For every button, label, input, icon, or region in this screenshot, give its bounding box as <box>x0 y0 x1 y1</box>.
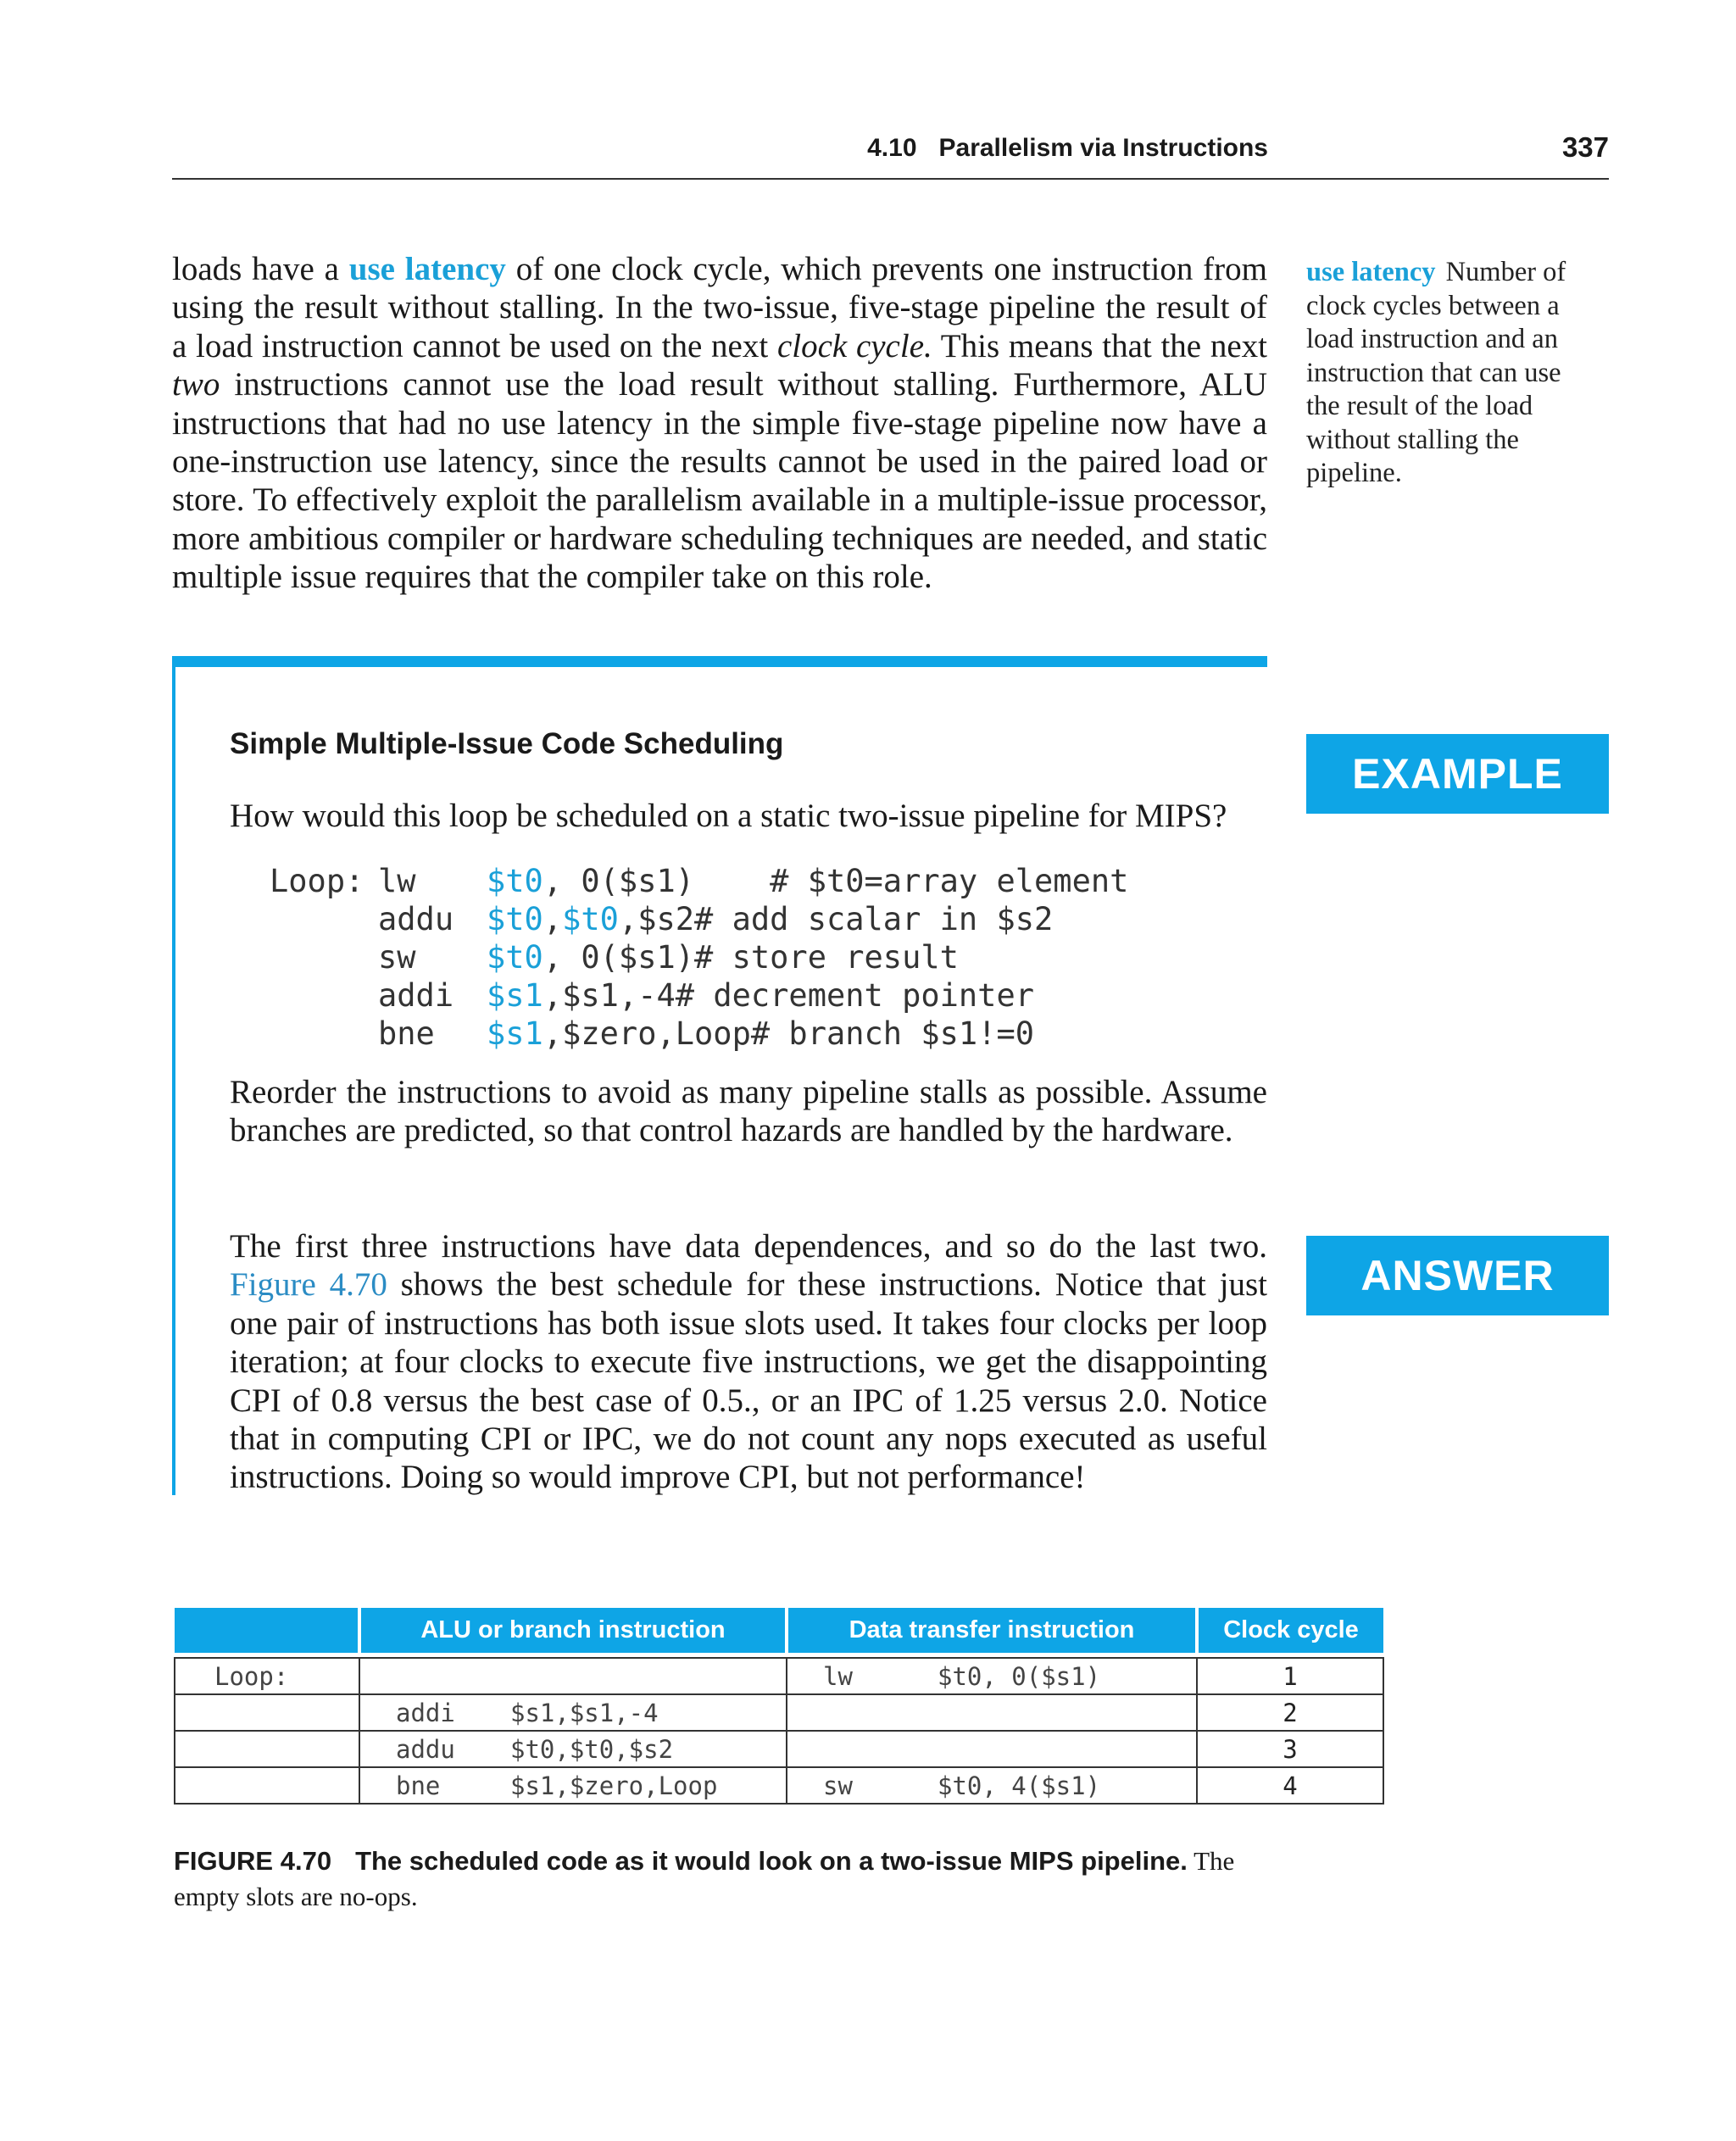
code-opcode: bne <box>378 1015 435 1052</box>
emphasis: clock cycle. <box>776 327 932 364</box>
code-comment: # decrement pointer <box>675 977 1035 1014</box>
text-line: multiple issue requires that the compiler take on this role. <box>172 559 932 596</box>
code-opcode: sw <box>378 939 416 976</box>
margin-note-definition: Number of clock cycles between a load instruction and an instruction that can use the result of the load without stalling the pipeline. <box>1306 257 1566 488</box>
figure-caption <box>174 1843 1267 1915</box>
clock-cycle-cell: 2 <box>1197 1694 1383 1731</box>
code-line <box>270 862 1128 900</box>
code-operands: , 0($s1) <box>542 863 695 899</box>
table-header-cell: ALU or branch instruction <box>359 1608 787 1653</box>
reorder-paragraph <box>230 1073 1267 1150</box>
text-line: instructions. Doing so would improve CPI, but not performance! <box>230 1459 1086 1496</box>
table-row <box>175 1658 1383 1694</box>
code-comment: # store result <box>694 939 959 976</box>
example-left-bar <box>172 656 175 1495</box>
text-line: loads have a use latency of one clock cycle, which prevents one instruction from <box>172 251 1267 287</box>
section-title: Parallelism via Instructions <box>938 134 1268 162</box>
intro-paragraph <box>172 250 1267 597</box>
figure-link[interactable]: Figure 4.70 <box>230 1266 387 1304</box>
text-line: Reorder the instructions to avoid as many pipeline stalls as possible. Assume <box>230 1074 1267 1110</box>
text-line: a load instruction cannot be used on the next clock cycle. This means that the next <box>172 327 1267 364</box>
code-line <box>270 900 1128 938</box>
dt-operands: $t0, 0($s1) <box>938 1661 1101 1691</box>
keyword-term: use latency <box>348 251 506 287</box>
data-transfer-cell <box>787 1694 1197 1731</box>
running-head <box>867 134 1268 163</box>
code-register: $s1 <box>487 1015 543 1052</box>
text-line: one-instruction use latency, since the results cannot be used in the paired load or <box>172 442 1267 480</box>
text-line: iteration; at four clocks to execute five instructions, we get the disappointing <box>230 1343 1267 1381</box>
row-label-cell <box>175 1767 359 1804</box>
alu-instruction-cell <box>359 1767 787 1804</box>
dt-operands: $t0, 4($s1) <box>938 1771 1101 1800</box>
figure-caption-text: The empty slots are no-ops. <box>174 1846 1235 1911</box>
code-line <box>270 938 1128 976</box>
text-line: Figure 4.70 shows the best schedule for these instructions. Notice that just <box>230 1266 1267 1304</box>
code-register: $t0 <box>487 901 543 937</box>
dt-opcode: sw <box>823 1771 853 1800</box>
row-label-cell: Loop: <box>175 1658 359 1694</box>
answer-badge: ANSWER <box>1306 1236 1609 1315</box>
data-transfer-cell <box>787 1658 1197 1694</box>
emphasis: two <box>172 366 220 403</box>
alu-operands: $t0,$t0,$s2 <box>510 1734 674 1764</box>
table-row <box>175 1767 1383 1804</box>
code-operands: , <box>542 901 563 937</box>
header-rule <box>172 178 1609 180</box>
code-listing <box>270 862 1128 1053</box>
code-operands: ,$zero,Loop <box>542 1015 751 1052</box>
code-register: $s1 <box>487 977 543 1014</box>
code-opcode: lw <box>378 863 416 899</box>
code-operands: ,$s2 <box>618 901 695 937</box>
table-row <box>175 1694 1383 1731</box>
margin-note <box>1306 256 1599 491</box>
example-question: How would this loop be scheduled on a static two-issue pipeline for MIPS? <box>230 798 1227 834</box>
dt-opcode: lw <box>823 1661 853 1691</box>
code-line <box>270 1015 1128 1053</box>
clock-cycle-cell: 3 <box>1197 1731 1383 1767</box>
text-line: that in computing CPI or IPC, we do not count any nops executed as useful <box>230 1420 1267 1457</box>
answer-paragraph <box>230 1227 1267 1497</box>
row-label-cell <box>175 1694 359 1731</box>
code-register: $t0 <box>487 939 543 976</box>
page-number: 337 <box>1561 131 1609 163</box>
text-line: The first three instructions have data dependences, and so do the last two. <box>230 1228 1267 1265</box>
text-line: branches are predicted, so that control hazards are handled by the hardware. <box>230 1112 1233 1149</box>
section-number: 4.10 <box>867 134 917 162</box>
text-line: one pair of instructions has both issue slots used. It takes four clocks per loop <box>230 1304 1267 1342</box>
row-label-cell <box>175 1731 359 1767</box>
text-line: more ambitious compiler or hardware scheduling techniques are needed, and static <box>172 520 1267 557</box>
example-title: Simple Multiple-Issue Code Scheduling <box>230 727 784 760</box>
code-comment: # $t0=array element <box>694 863 1129 899</box>
figure-title: The scheduled code as it would look on a two-issue MIPS pipeline. <box>355 1846 1188 1876</box>
alu-operands: $s1,$zero,Loop <box>510 1771 718 1800</box>
table-header-cell <box>175 1608 359 1653</box>
text-line: CPI of 0.8 versus the best case of 0.5., or an IPC of 1.25 versus 2.0. Notice <box>230 1382 1267 1419</box>
code-opcode: addu <box>378 901 454 937</box>
code-comment: # branch $s1!=0 <box>750 1015 1035 1052</box>
code-opcode: addi <box>378 977 454 1014</box>
table-header-cell: Data transfer instruction <box>787 1608 1197 1653</box>
text-line: using the result without stalling. In the two-issue, five-stage pipeline the result of <box>172 289 1267 326</box>
alu-instruction-cell <box>359 1694 787 1731</box>
table-row <box>175 1731 1383 1767</box>
alu-opcode: bne <box>396 1771 441 1800</box>
text-line: store. To effectively exploit the parallelism available in a multiple-issue processor, <box>172 481 1267 519</box>
code-register: $t0 <box>562 901 619 937</box>
table-header-cell: Clock cycle <box>1197 1608 1383 1653</box>
schedule-table <box>174 1608 1384 1805</box>
clock-cycle-cell: 4 <box>1197 1767 1383 1804</box>
text-line: instructions that had no use latency in the simple five-stage pipeline now have a <box>172 404 1267 442</box>
alu-instruction-cell <box>359 1731 787 1767</box>
figure-number: FIGURE 4.70 <box>174 1846 332 1876</box>
alu-instruction-cell <box>359 1658 787 1694</box>
alu-opcode: addi <box>396 1698 455 1727</box>
code-line <box>270 976 1128 1015</box>
code-comment: # add scalar in $s2 <box>694 901 1054 937</box>
code-register: $t0 <box>487 863 543 899</box>
text-line: two instructions cannot use the load result without stalling. Furthermore, ALU <box>172 366 1267 403</box>
margin-note-term: use latency <box>1306 257 1436 287</box>
example-top-bar <box>172 656 1267 667</box>
data-transfer-cell <box>787 1731 1197 1767</box>
table-header-row <box>175 1608 1383 1653</box>
table-body <box>175 1658 1383 1804</box>
code-label: Loop: <box>270 863 364 899</box>
alu-opcode: addu <box>396 1734 455 1764</box>
data-transfer-cell <box>787 1767 1197 1804</box>
clock-cycle-cell: 1 <box>1197 1658 1383 1694</box>
example-badge: EXAMPLE <box>1306 734 1609 814</box>
code-operands: ,$s1,-4 <box>542 977 676 1014</box>
code-operands: , 0($s1) <box>542 939 695 976</box>
alu-operands: $s1,$s1,-4 <box>510 1698 659 1727</box>
